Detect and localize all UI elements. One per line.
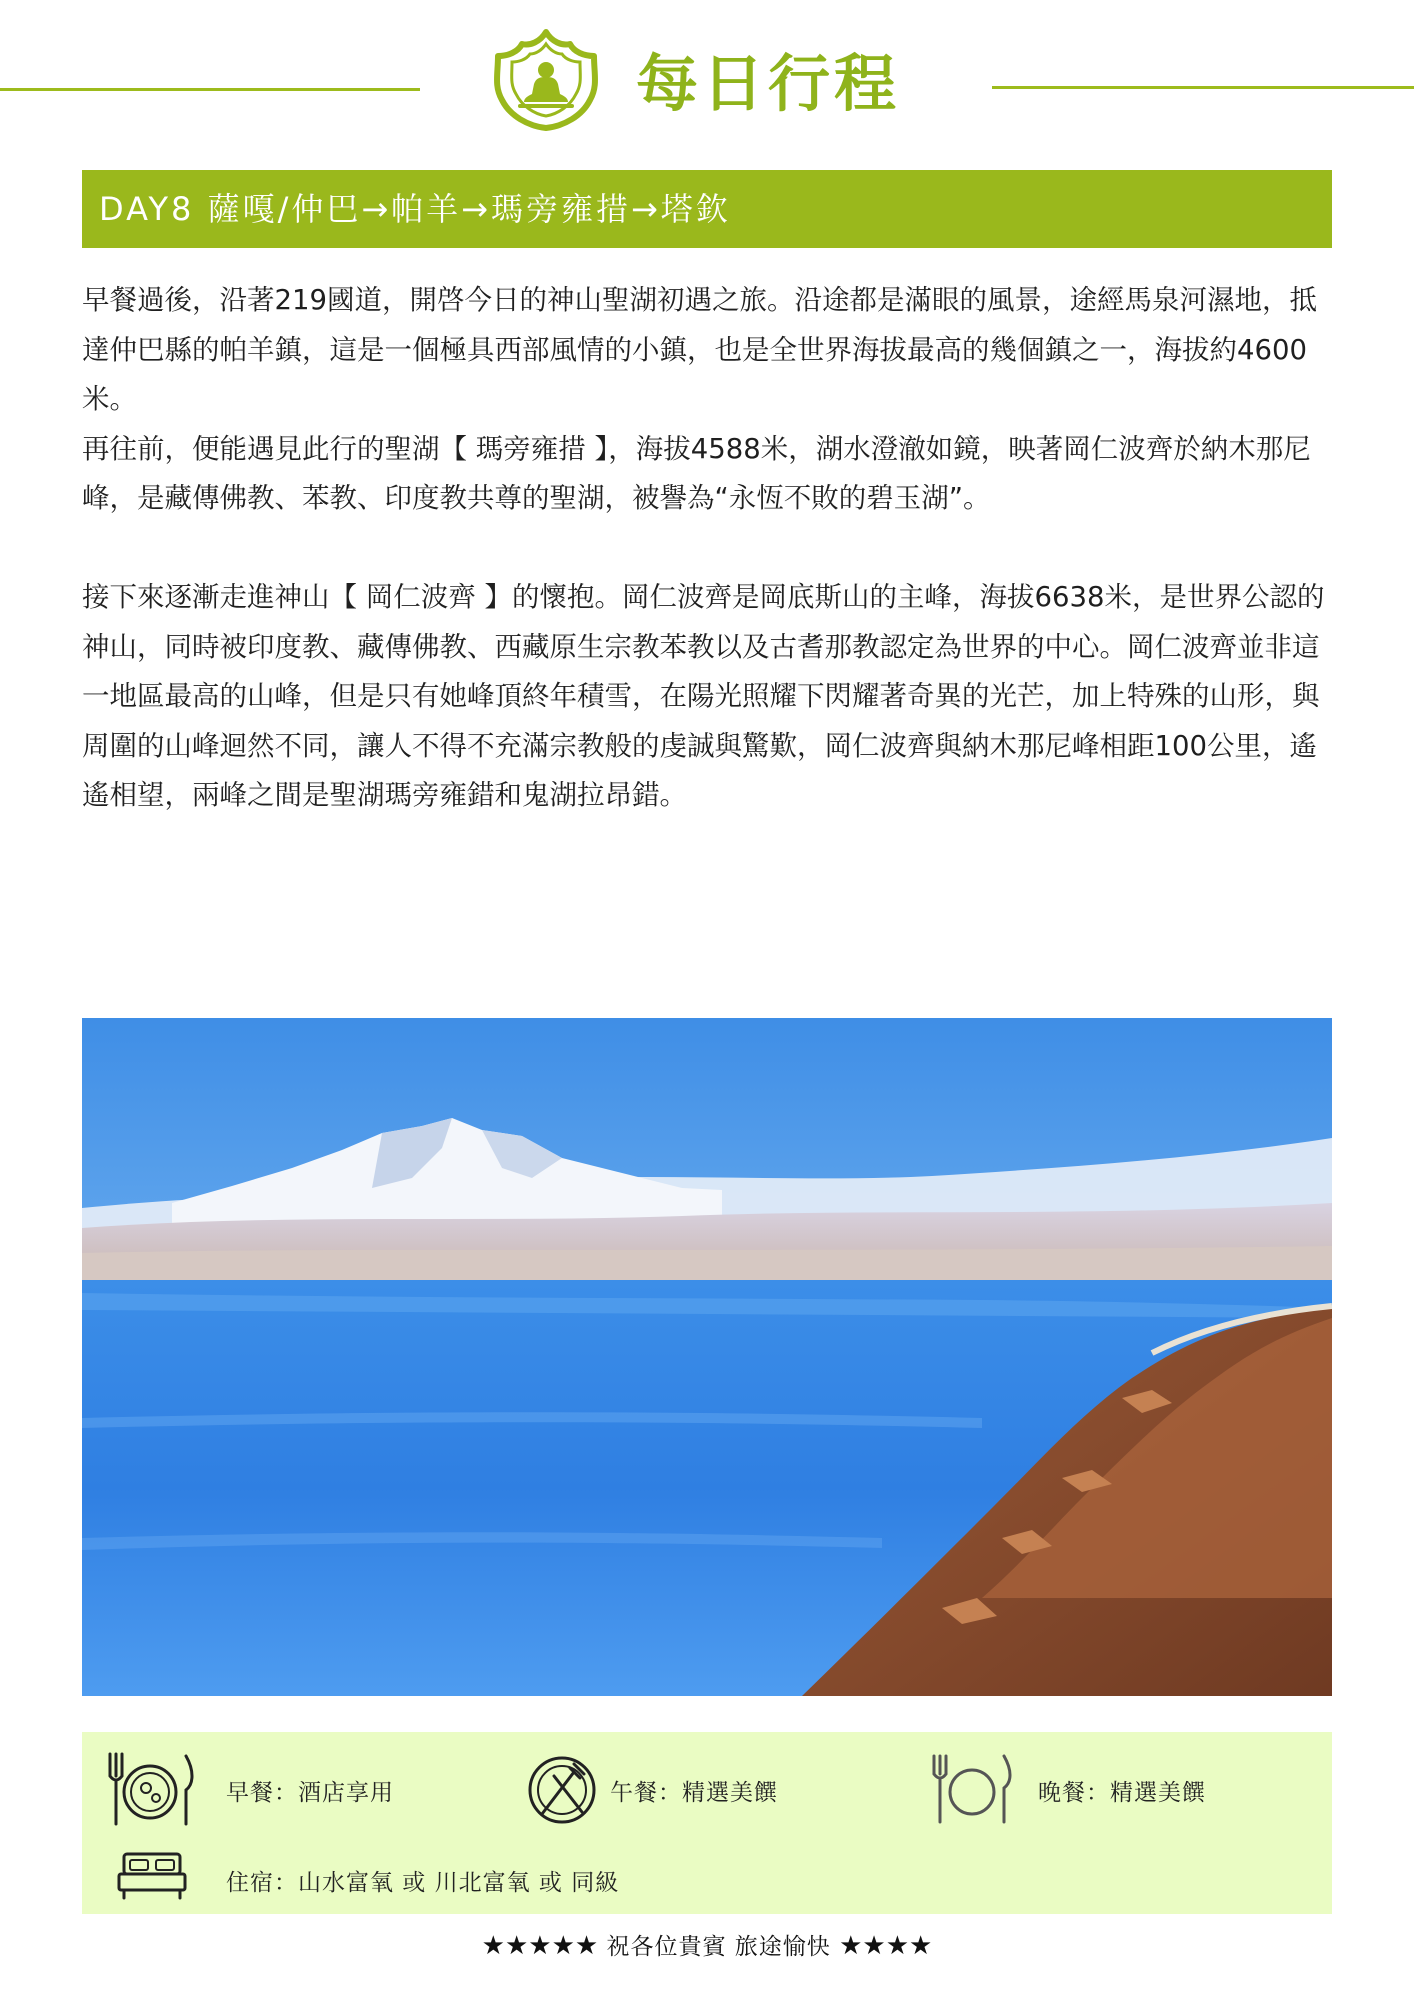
paragraph-3: 接下來逐漸走進神山【 岡仁波齊 】的懷抱。岡仁波齊是岡底斯山的主峰，海拔6638米，是世界公認的神山，同時被印度教、藏傳佛教、西藏原生宗教苯教以及古耆那教認定為世界的中心。岡仁波齊並非這一地區最高的山峰，但是只有她峰頂終年積雪，在陽光照耀下閃耀著奇異的光芒，加上特殊的山形，與周圍的山峰迴然不同，讓人不得不充滿宗教般的虔誠與驚歎，岡仁波齊與納木那尼峰相距100公里，遙遙相望，兩峰之間是聖湖瑪旁雍錯和鬼湖拉昂錯。 [82, 581, 1325, 811]
footer-text: 祝各位貴賓 旅途愉快 [606, 1934, 831, 1960]
breakfast-label: 早餐：酒店享用 [226, 1780, 394, 1806]
footer-stars-left: ★★★★★ [481, 1931, 599, 1961]
lunch-plate-icon [524, 1750, 604, 1832]
footer-stars-right: ★★★★ [839, 1931, 933, 1961]
day-title: DAY8 薩嘎/仲巴→帕羊→瑪旁雍措→塔欽 [99, 190, 731, 228]
footer-greeting [0, 1928, 1414, 1961]
bed-icon [116, 1850, 188, 1906]
breakfast-plate-icon [102, 1750, 198, 1832]
lake-mountain-photo [82, 1018, 1332, 1696]
paragraph-2: 再往前，便能遇見此行的聖湖【 瑪旁雍措 】，海拔4588米，湖水澄澈如鏡，映著岡仁波齊於納木那尼峰，是藏傳佛教、苯教、印度教共尊的聖湖，被譽為“永恆不敗的碧玉湖”。 [82, 432, 1311, 514]
itinerary-text [82, 276, 1332, 821]
lodging-label: 住宿：山水富氧 或 川北富氧 或 同級 [226, 1870, 620, 1896]
dinner-plate-icon [928, 1750, 1014, 1832]
header-rule-left [0, 88, 420, 91]
lunch-label: 午餐：精選美饌 [610, 1780, 778, 1806]
paragraph-1: 早餐過後，沿著219國道，開啓今日的神山聖湖初遇之旅。沿途都是滿眼的風景，途經馬泉河濕地，抵達仲巴縣的帕羊鎮，這是一個極具西部風情的小鎮，也是全世界海拔最高的幾個鎮之一，海拔約4600米。 [82, 284, 1317, 415]
day-title-bar [82, 170, 1332, 248]
buddha-lotus-icon [490, 28, 602, 132]
meal-lodging-box [82, 1732, 1332, 1914]
page-title: 每日行程 [636, 47, 901, 120]
dinner-label: 晚餐：精選美饌 [1038, 1780, 1206, 1806]
header-rule-right [992, 86, 1414, 89]
